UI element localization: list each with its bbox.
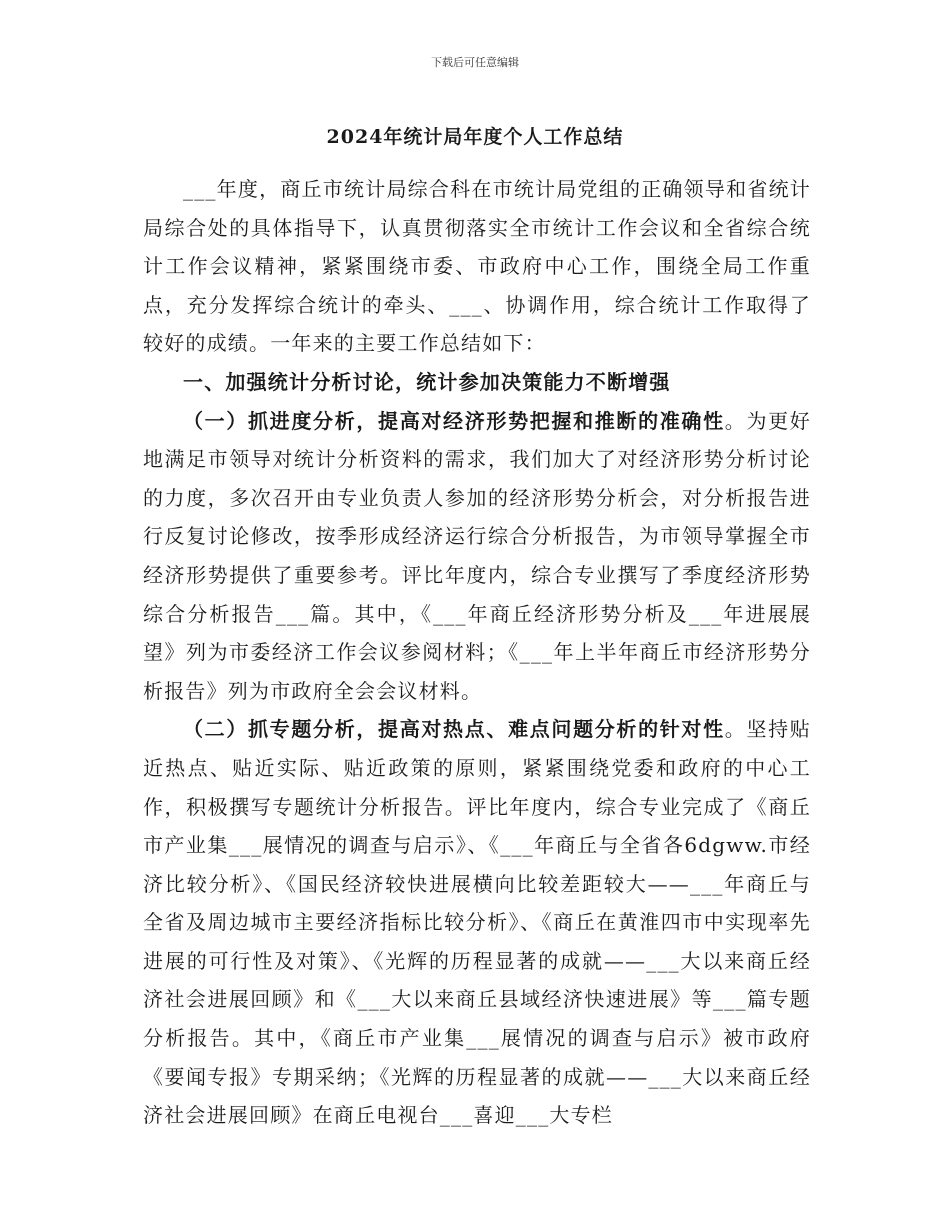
document-title: 2024年统计局年度个人工作总结	[326, 126, 624, 148]
paragraph-progress-analysis	[143, 402, 811, 711]
paragraph-progress-analysis-text: 。为更好地满足市领导对统计分析资料的需求，我们加大了对经济形势分析讨论的力度，多次召开由专业负责人参加的经济形势分析会，对分析报告进行反复讨论修改，按季形成经济运行综合分析报告，为市领导掌握全市经济形势提供了重要参考。评比年度内，综合专业撰写了季度经济形势综合分析报告___篇。其中，《___年商丘经济形势分析及___年进展展望》列为市委经济工作会议参阅材料；《___年上半年商丘市经济形势分析报告》列为市政府全会会议材料。	[143, 408, 811, 703]
page-header-note: 下载后可任意编辑	[431, 56, 519, 69]
intro-paragraph: ___年度，商丘市统计局综合科在市统计局党组的正确领导和省统计局综合处的具体指导下，认真贯彻落实全市统计工作会议和全省综合统计工作会议精神，紧紧围绕市委、市政府中心工作，围绕全局工作重点，充分发挥综合统计的牵头、___、协调作用，综合统计工作取得了较好的成绩。一年来的主要工作总结如下：	[143, 177, 811, 356]
paragraph-topic-analysis-text: 。坚持贴近热点、贴近实际、贴近政策的原则，紧紧围绕党委和政府的中心工作，积极撰写专题统计分析报告。评比年度内，综合专业完成了《商丘市产业集___展情况的调查与启示》、《___年商丘与全省各6dgww.市经济比较分析》、《国民经济较快进展横向比较差距较大——___年商丘与全省及周边城市主要经济指标比较分析》、《商丘在黄淮四市中实现率先进展的可行性及对策》、《光辉的历程显著的成就——___大以来商丘经济社会进展回顾》和《___大以来商丘县域经济快速进展》等___篇专题分析报告。其中，《商丘市产业集___展情况的调查与启示》被市政府《要闻专报》专期采纳；《光辉的历程显著的成就——___大以来商丘经济社会进展回顾》在商丘电视台___喜迎___大专栏	[143, 717, 811, 1128]
paragraph-progress-analysis-lead: （一）抓进度分析，提高对经济形势把握和推断的准确性	[183, 408, 725, 433]
paragraph-topic-analysis-lead: （二）抓专题分析，提高对热点、难点问题分析的针对性	[183, 717, 725, 742]
document-body	[143, 170, 811, 1135]
section-heading-1: 一、加强统计分析讨论，统计参加决策能力不断增强	[183, 369, 671, 394]
paragraph-topic-analysis	[143, 710, 811, 1135]
